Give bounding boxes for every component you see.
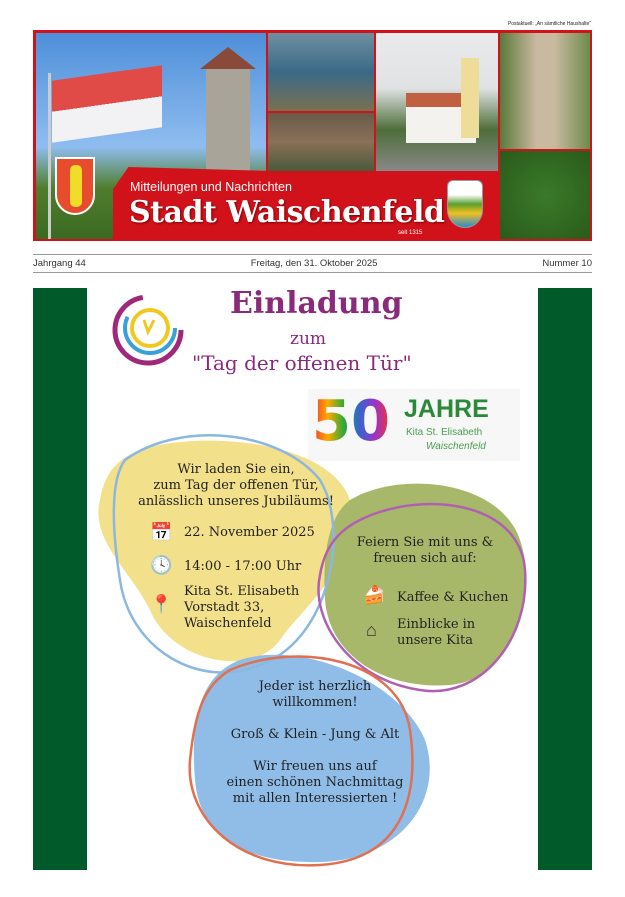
invite-event: "Tag der offenen Tür" [192, 351, 412, 375]
issue-number: Nummer 10 [542, 258, 592, 269]
since-label: seit 1315 [398, 230, 423, 236]
event-place [184, 584, 299, 632]
text-line: anlässlich unseres Jubiläums! [138, 494, 334, 509]
postal-note: Postaktuell: „An sämtliche Haushalte“ [507, 21, 591, 27]
text-line: willkommen! [272, 695, 358, 710]
text-line: Einblicke in [397, 617, 476, 632]
green-blob [324, 484, 526, 686]
anniversary-jahre: JAHRE [404, 395, 489, 423]
item-insights [397, 617, 475, 649]
text-line: Feiern Sie mit uns & [356, 535, 494, 550]
volume: Jahrgang 44 [33, 258, 86, 269]
cake-icon: 🍰 [363, 585, 386, 605]
text-line: unsere Kita [397, 633, 473, 648]
anniversary-number: 50 [312, 389, 390, 454]
text-line: einen schönen Nachmittag [226, 775, 404, 790]
event-time: 14:00 - 17:00 Uhr [184, 559, 302, 574]
yellow-intro [120, 462, 352, 510]
text-line: zum Tag der offenen Tür, [153, 478, 319, 493]
text-line: Kita St. Elisabeth [184, 584, 300, 599]
item-coffee-cake: Kaffee & Kuchen [397, 590, 509, 605]
invite-zum: zum [290, 329, 327, 349]
text-line: Waischenfeld [184, 616, 272, 631]
invite-heading: Einladung [230, 286, 403, 321]
badge-kita: Kita St. Elisabeth [406, 427, 483, 438]
text-line: mit allen Interessierten ! [232, 791, 398, 806]
text-line: Wir freuen uns auf [253, 759, 377, 774]
house-heart-icon: ⌂ [366, 620, 377, 640]
calendar-icon: 📅 [150, 522, 173, 542]
masthead-subtitle: Mitteilungen und Nachrichten [130, 180, 292, 194]
masthead-title: Stadt Waischenfeld [129, 195, 445, 230]
text-line: Jeder ist herzlich [258, 679, 372, 694]
event-date: 22. November 2025 [184, 525, 315, 540]
issue-date: Freitag, den 31. Oktober 2025 [250, 258, 378, 269]
text-line: Wir laden Sie ein, [177, 462, 295, 477]
clock-icon: 🕓 [150, 555, 173, 575]
text-line: freuen sich auf: [373, 551, 477, 566]
blue-text [210, 679, 420, 807]
location-pin-icon: 📍 [150, 594, 173, 614]
text-line: Groß & Klein - Jung & Alt [230, 727, 400, 742]
badge-town: Waischenfeld [426, 441, 486, 452]
text-line: Vorstadt 33, [184, 600, 265, 615]
green-intro [340, 535, 510, 567]
